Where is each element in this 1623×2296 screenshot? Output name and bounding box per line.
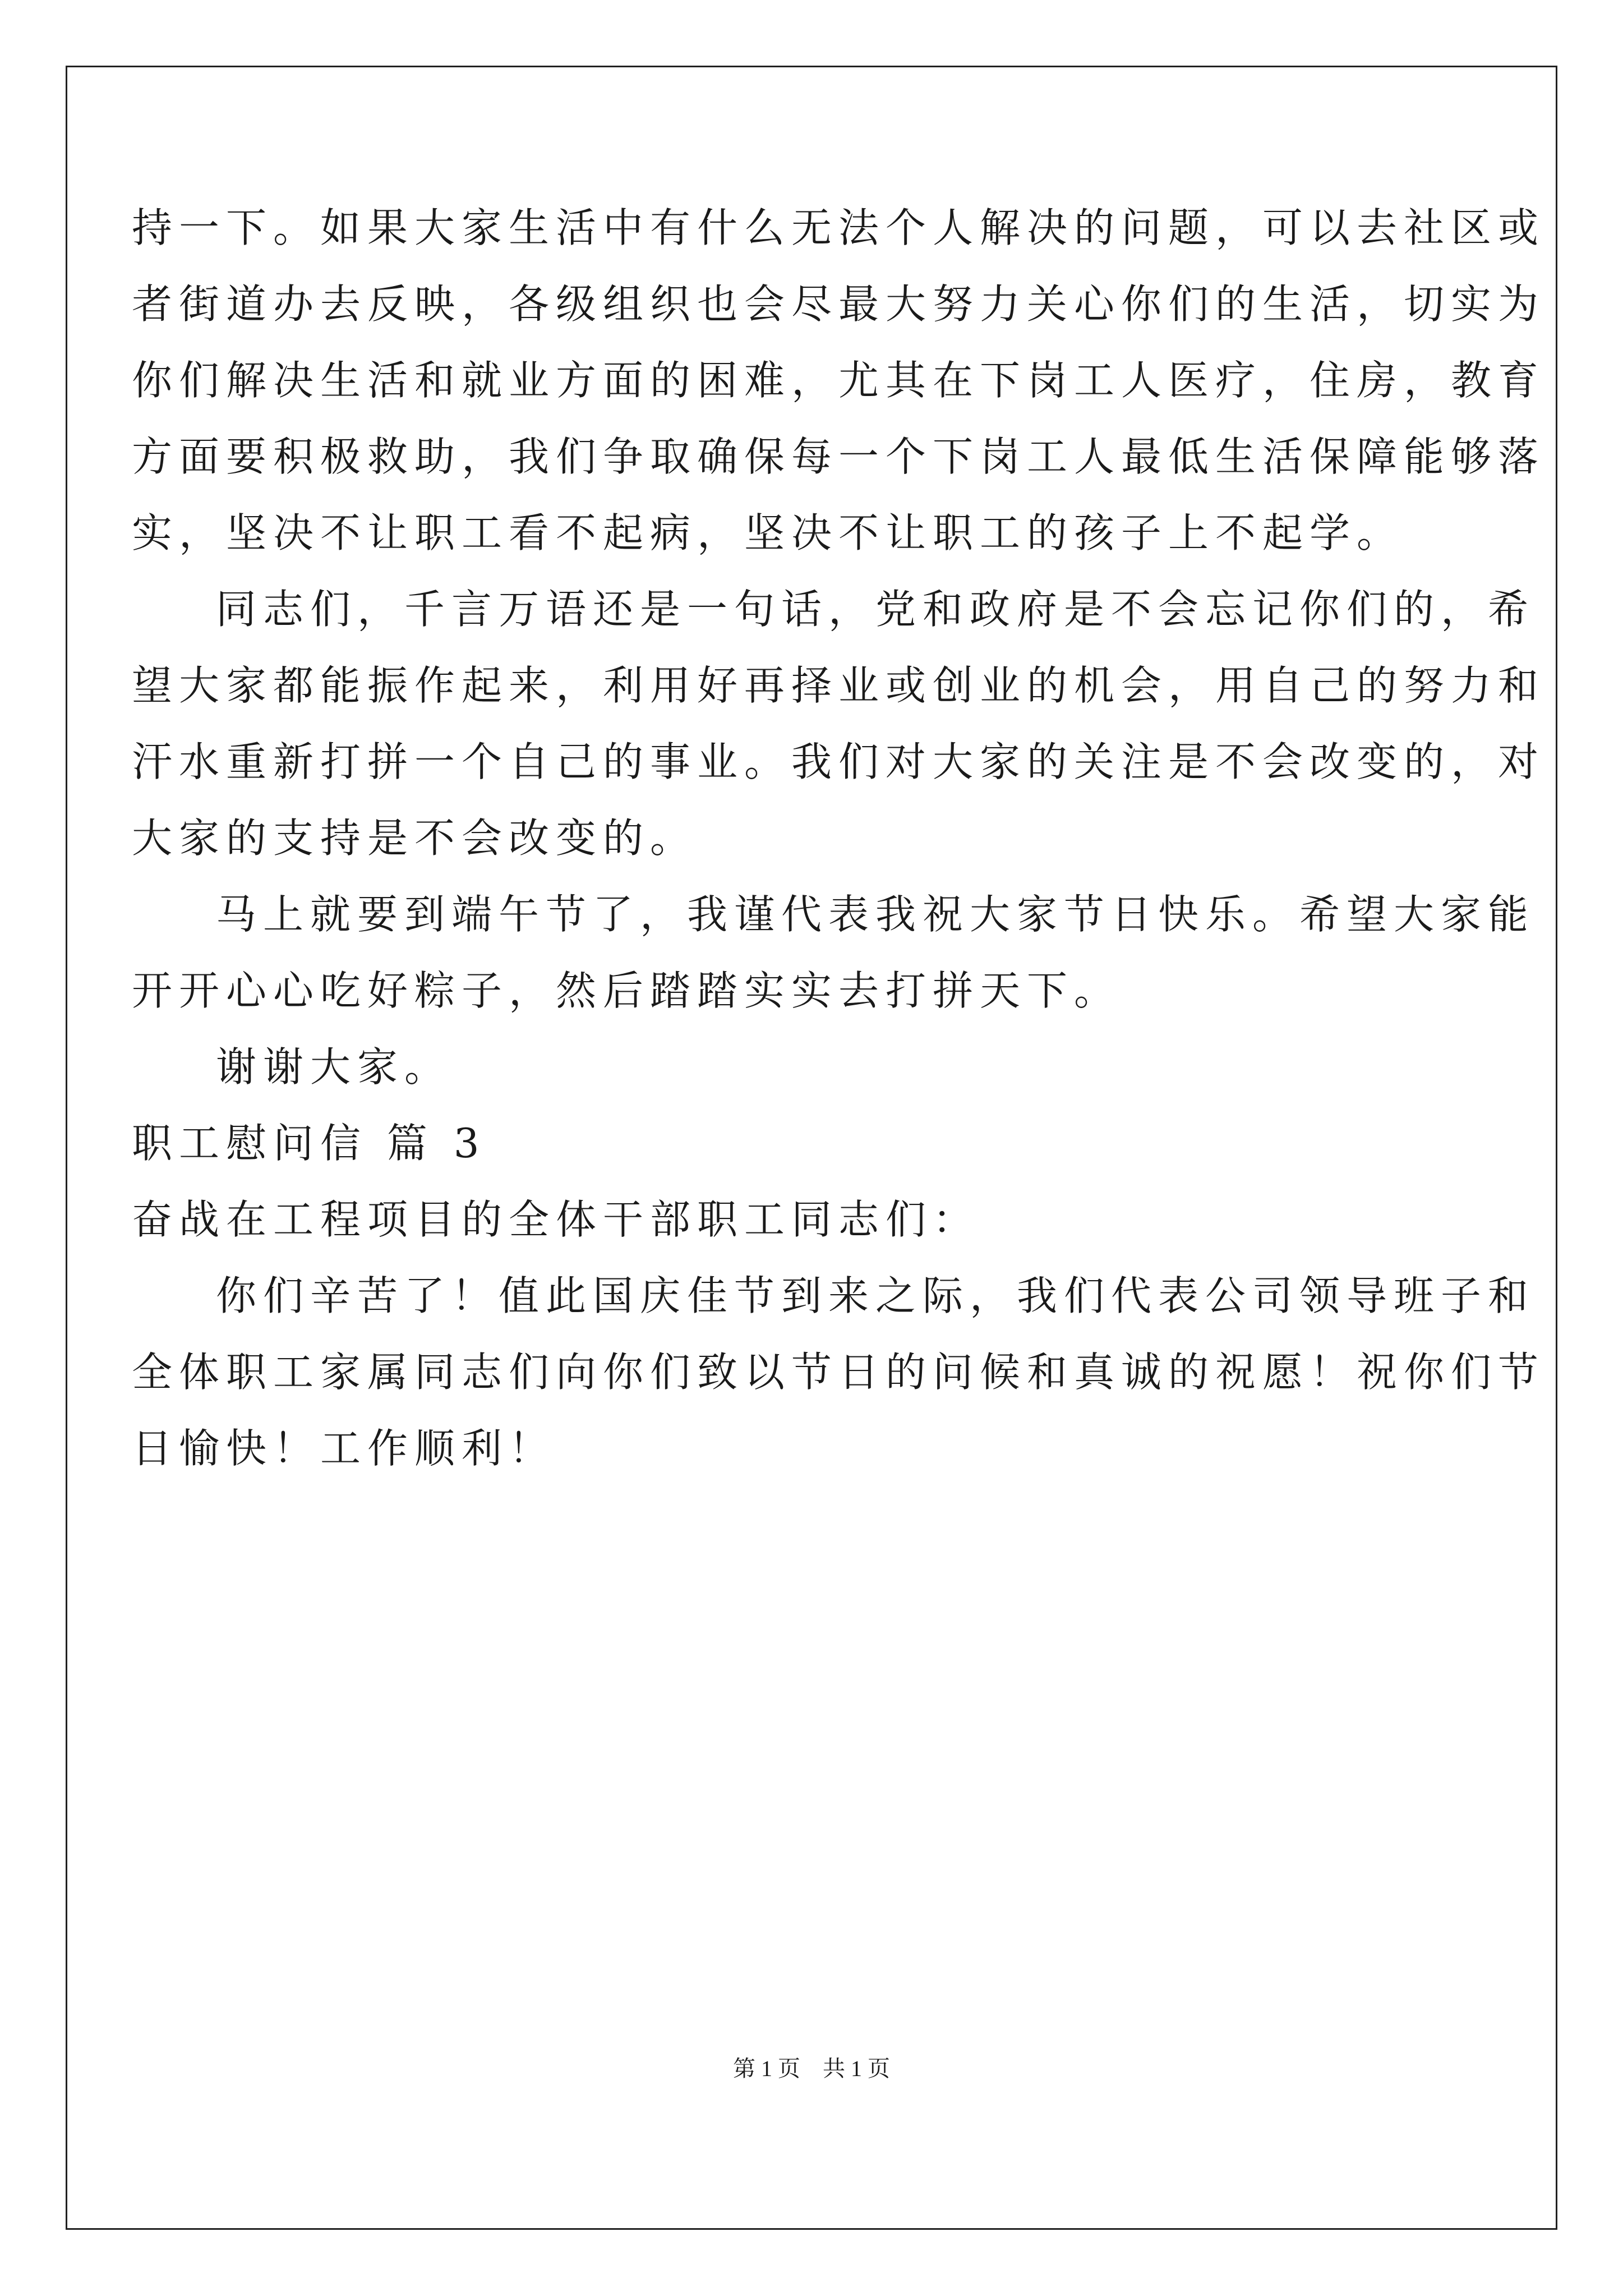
section-heading: 职工慰问信 篇 3 [132, 1120, 486, 1167]
text-line: 实，坚决不让职工看不起病，坚决不让职工的孩子上不起学。 [132, 509, 1404, 556]
text-line: 你们辛苦了！值此国庆佳节到来之际，我们代表公司领导班子和 [216, 1272, 1536, 1319]
text-line: 同志们，千言万语还是一句话，党和政府是不会忘记你们的，希 [216, 586, 1536, 633]
text-line: 你们解决生活和就业方面的困难，尤其在下岗工人医疗，住房，教育 [132, 357, 1546, 404]
text-line: 望大家都能振作起来，利用好再择业或创业的机会，用自己的努力和 [132, 662, 1546, 709]
salutation: 奋战在工程项目的全体干部职工同志们： [132, 1196, 980, 1243]
text-line: 马上就要到端午节了，我谨代表我祝大家节日快乐。希望大家能 [216, 891, 1536, 938]
text-line: 持一下。如果大家生活中有什么无法个人解决的问题，可以去社区或 [132, 204, 1546, 251]
text-line: 全体职工家属同志们向你们致以节日的问候和真诚的祝愿！祝你们节 [132, 1349, 1546, 1396]
text-line: 谢谢大家。 [216, 1043, 452, 1091]
text-line: 方面要积极救助，我们争取确保每一个下岗工人最低生活保障能够落 [132, 433, 1546, 480]
text-line: 大家的支持是不会改变的。 [132, 815, 698, 862]
text-line: 日愉快！工作顺利！ [132, 1425, 556, 1472]
page-number-footer: 第 1 页 共 1 页 [733, 2056, 890, 2081]
text-line: 开开心心吃好粽子，然后踏踏实实去打拼天下。 [132, 967, 1122, 1014]
text-line: 汗水重新打拼一个自己的事业。我们对大家的关注是不会改变的，对 [132, 738, 1546, 785]
text-line: 者街道办去反映，各级组织也会尽最大努力关心你们的生活，切实为 [132, 280, 1546, 328]
